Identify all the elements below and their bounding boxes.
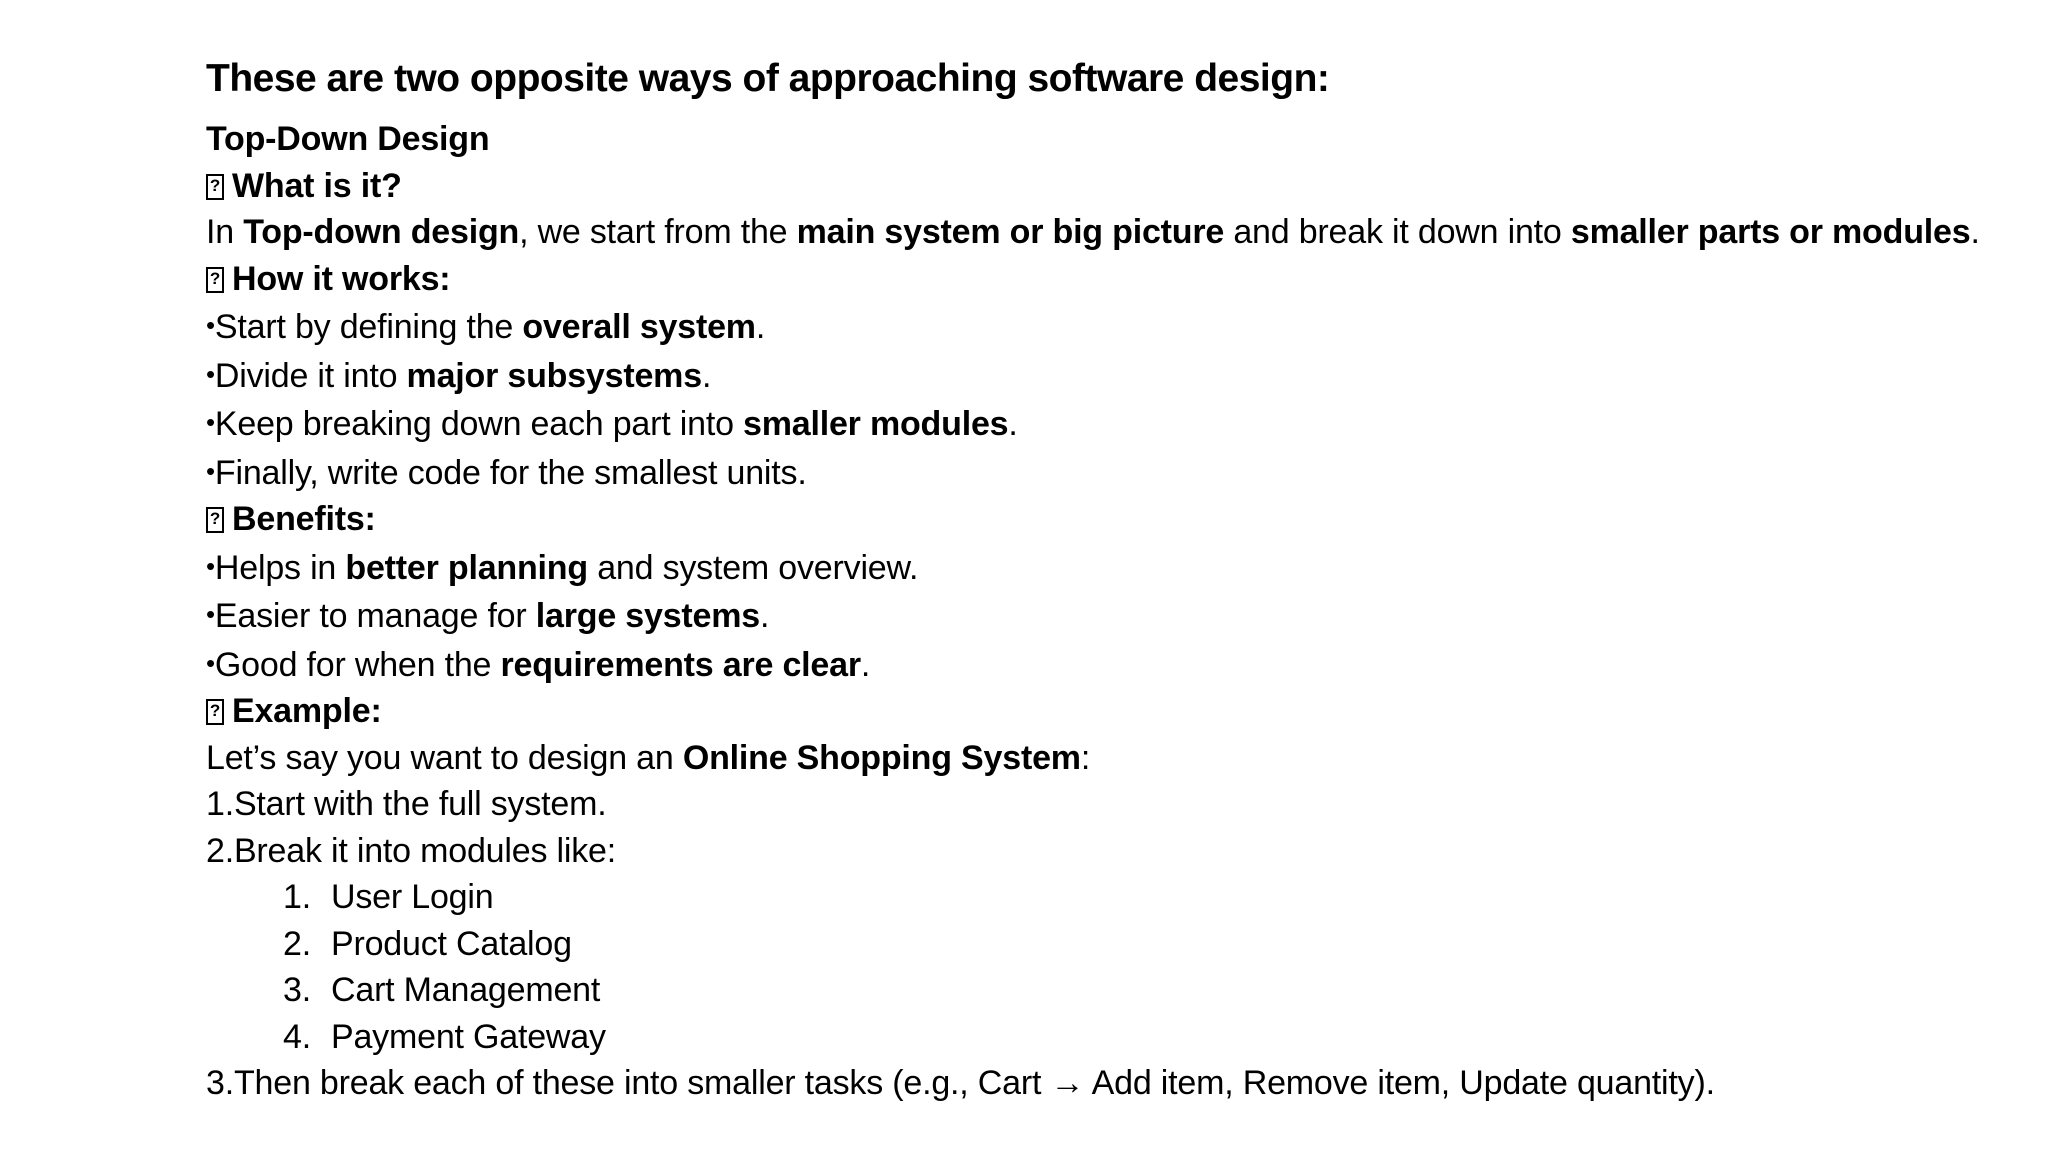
example-intro [206,735,2026,782]
item-text: Easier to manage for [214,597,536,635]
item-bold: better planning [345,548,588,587]
module-label: Payment Gateway [331,1017,606,1056]
how-label: How it works: [232,259,451,298]
module-item [206,921,2026,968]
module-item [206,874,2026,921]
item-text: Start by defining the [214,308,523,346]
slide-content [206,52,2026,1107]
step-item-final: 3.Then break each of these into smaller tasks (e.g., Cart → Add item, Remove item, Update quantity). [206,1064,1715,1102]
example-label: Example: [232,692,382,730]
item-text: Keep breaking down each part into [214,405,744,443]
list-item [206,591,2026,640]
item-text-end: . [860,645,871,684]
intro-text-4: . [1970,213,1980,251]
step-item: 1.Start with the full system. [206,785,607,823]
example-intro-bold: Online Shopping System [682,738,1081,777]
module-number: 2. [283,924,311,963]
item-bold: large systems [535,597,760,635]
example-intro-end: : [1080,738,1091,777]
item-text-end: . [1008,405,1018,443]
item-bold: smaller modules [743,405,1009,443]
module-number: 3. [283,971,311,1009]
missing-glyph-icon [206,699,224,725]
missing-glyph-icon [206,267,224,293]
intro-text-2: , we start from the [519,213,797,251]
missing-glyph-icon [206,507,224,533]
item-text-end: . [759,597,770,635]
item-text-end: . [701,356,712,395]
benefits-label: Benefits: [232,500,376,538]
intro-text-3: and break it down into [1224,213,1571,251]
bullet-icon: • [206,358,215,389]
bullet-icon: • [206,647,215,678]
missing-glyph-icon [206,174,224,200]
slide-heading: These are two opposite ways of approaching software design: [206,57,1330,100]
module-number: 1. [283,878,311,916]
intro-bold-2: main system or big picture [796,213,1225,251]
item-text: Helps in [214,548,346,587]
what-subheading [206,163,2026,210]
item-text: Good for when the [214,645,501,684]
item-bold: requirements are clear [500,645,861,684]
bullet-icon: • [206,310,215,340]
list-item [206,640,2026,689]
bullet-icon: • [206,407,215,437]
bullet-icon: • [206,550,215,581]
module-label: User Login [331,878,494,916]
benefits-subheading [206,496,2026,543]
item-bold: overall system [522,308,756,346]
module-label: Product Catalog [331,924,572,963]
step-item: 2.Break it into modules like: [206,831,616,870]
intro-bold-1: Top-down design [243,213,520,251]
item-text-end: . [755,308,766,346]
bullet-icon: • [206,599,215,629]
example-subheading [206,688,2026,735]
how-subheading [206,256,2026,303]
module-item [206,1014,2026,1061]
list-item [206,302,2026,351]
module-label: Cart Management [331,971,601,1009]
what-label: What is it? [232,166,402,205]
list-item [206,543,2026,592]
list-item [206,351,2026,400]
intro-bold-3: smaller parts or modules [1570,213,1971,251]
item-text: Divide it into [214,356,407,395]
list-item [206,399,2026,448]
bullet-icon: • [206,455,215,486]
item-text: Finally, write code for the smallest units. [214,453,807,492]
module-item [206,967,2026,1014]
section-title: Top-Down Design [206,120,490,158]
example-intro-text: Let’s say you want to design an [206,738,683,777]
item-text-end: and system overview. [587,548,919,587]
intro-text-1: In [206,213,244,251]
intro-paragraph [206,209,2026,256]
module-number: 4. [283,1017,311,1056]
list-item [206,448,2026,497]
item-bold: major subsystems [406,356,702,395]
